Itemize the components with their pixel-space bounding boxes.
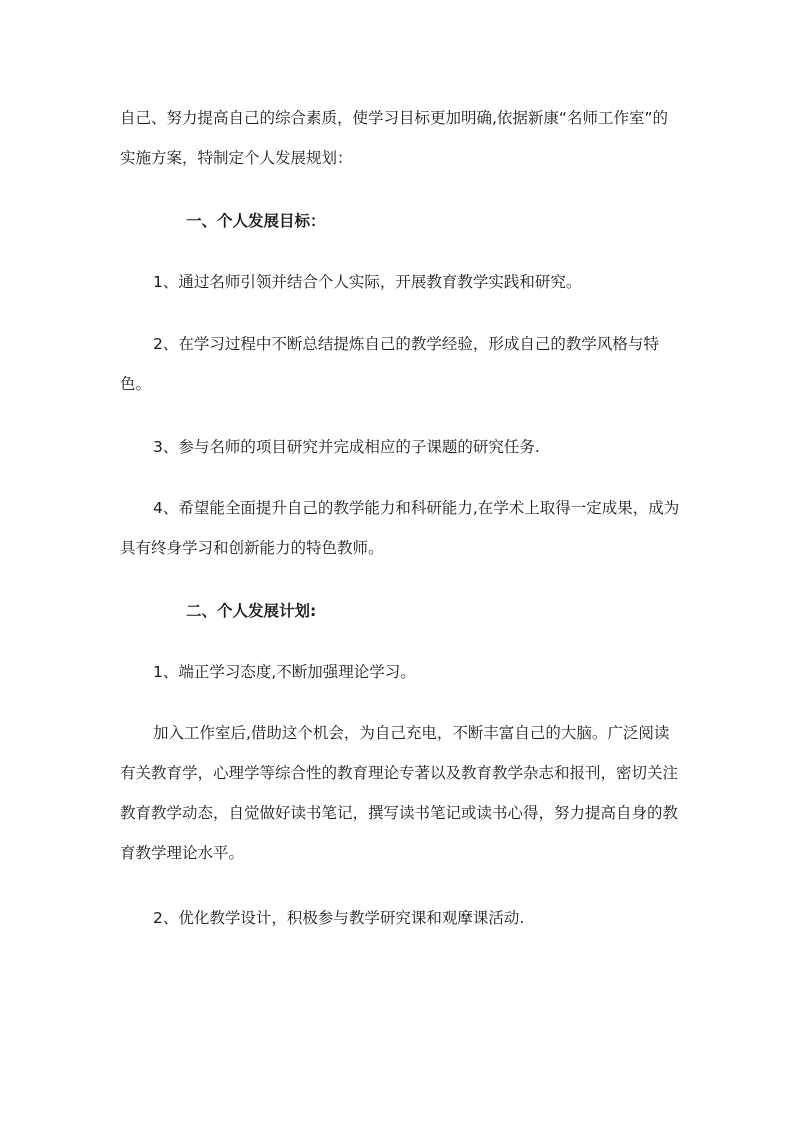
plan-item-2: 2、优化教学设计，积极参与教学研究课和观摩课活动. bbox=[153, 909, 525, 927]
goal-item-2: 2、在学习过程中不断总结提炼自己的教学经验，形成自己的教学风格与特色。 bbox=[120, 335, 659, 393]
goal-item-1: 1、通过名师引领并结合个人实际，开展教育教学实践和研究。 bbox=[153, 273, 582, 291]
plan-item-1-body: 加入工作室后,借助这个机会，为自己充电，不断丰富自己的大脑。广泛阅读有关教育学，心理学等综合性的教育理论专著以及教育教学杂志和报刊，密切关注教育教学动态，自觉做好读书笔记，撰写读书笔记或读书心得，努力提高自身的教育教学理论水平。 bbox=[120, 724, 679, 862]
intro-paragraph: 自己、努力提高自己的综合素质，使学习目标更加明确,依据新康“名师工作室”的实施方案，特制定个人发展规划： bbox=[120, 109, 668, 167]
section-heading-plan: 二、个人发展计划: bbox=[186, 602, 317, 620]
section-heading-goals: 一、个人发展目标： bbox=[186, 212, 326, 230]
goal-item-3: 3、参与名师的项目研究并完成相应的子课题的研究任务. bbox=[153, 438, 540, 456]
goal-item-4: 4、希望能全面提升自己的教学能力和科研能力,在学术上取得一定成果，成为具有终身学习和创新能力的特色教师。 bbox=[120, 499, 680, 557]
plan-item-1: 1、端正学习态度,不断加强理论学习。 bbox=[153, 663, 416, 681]
